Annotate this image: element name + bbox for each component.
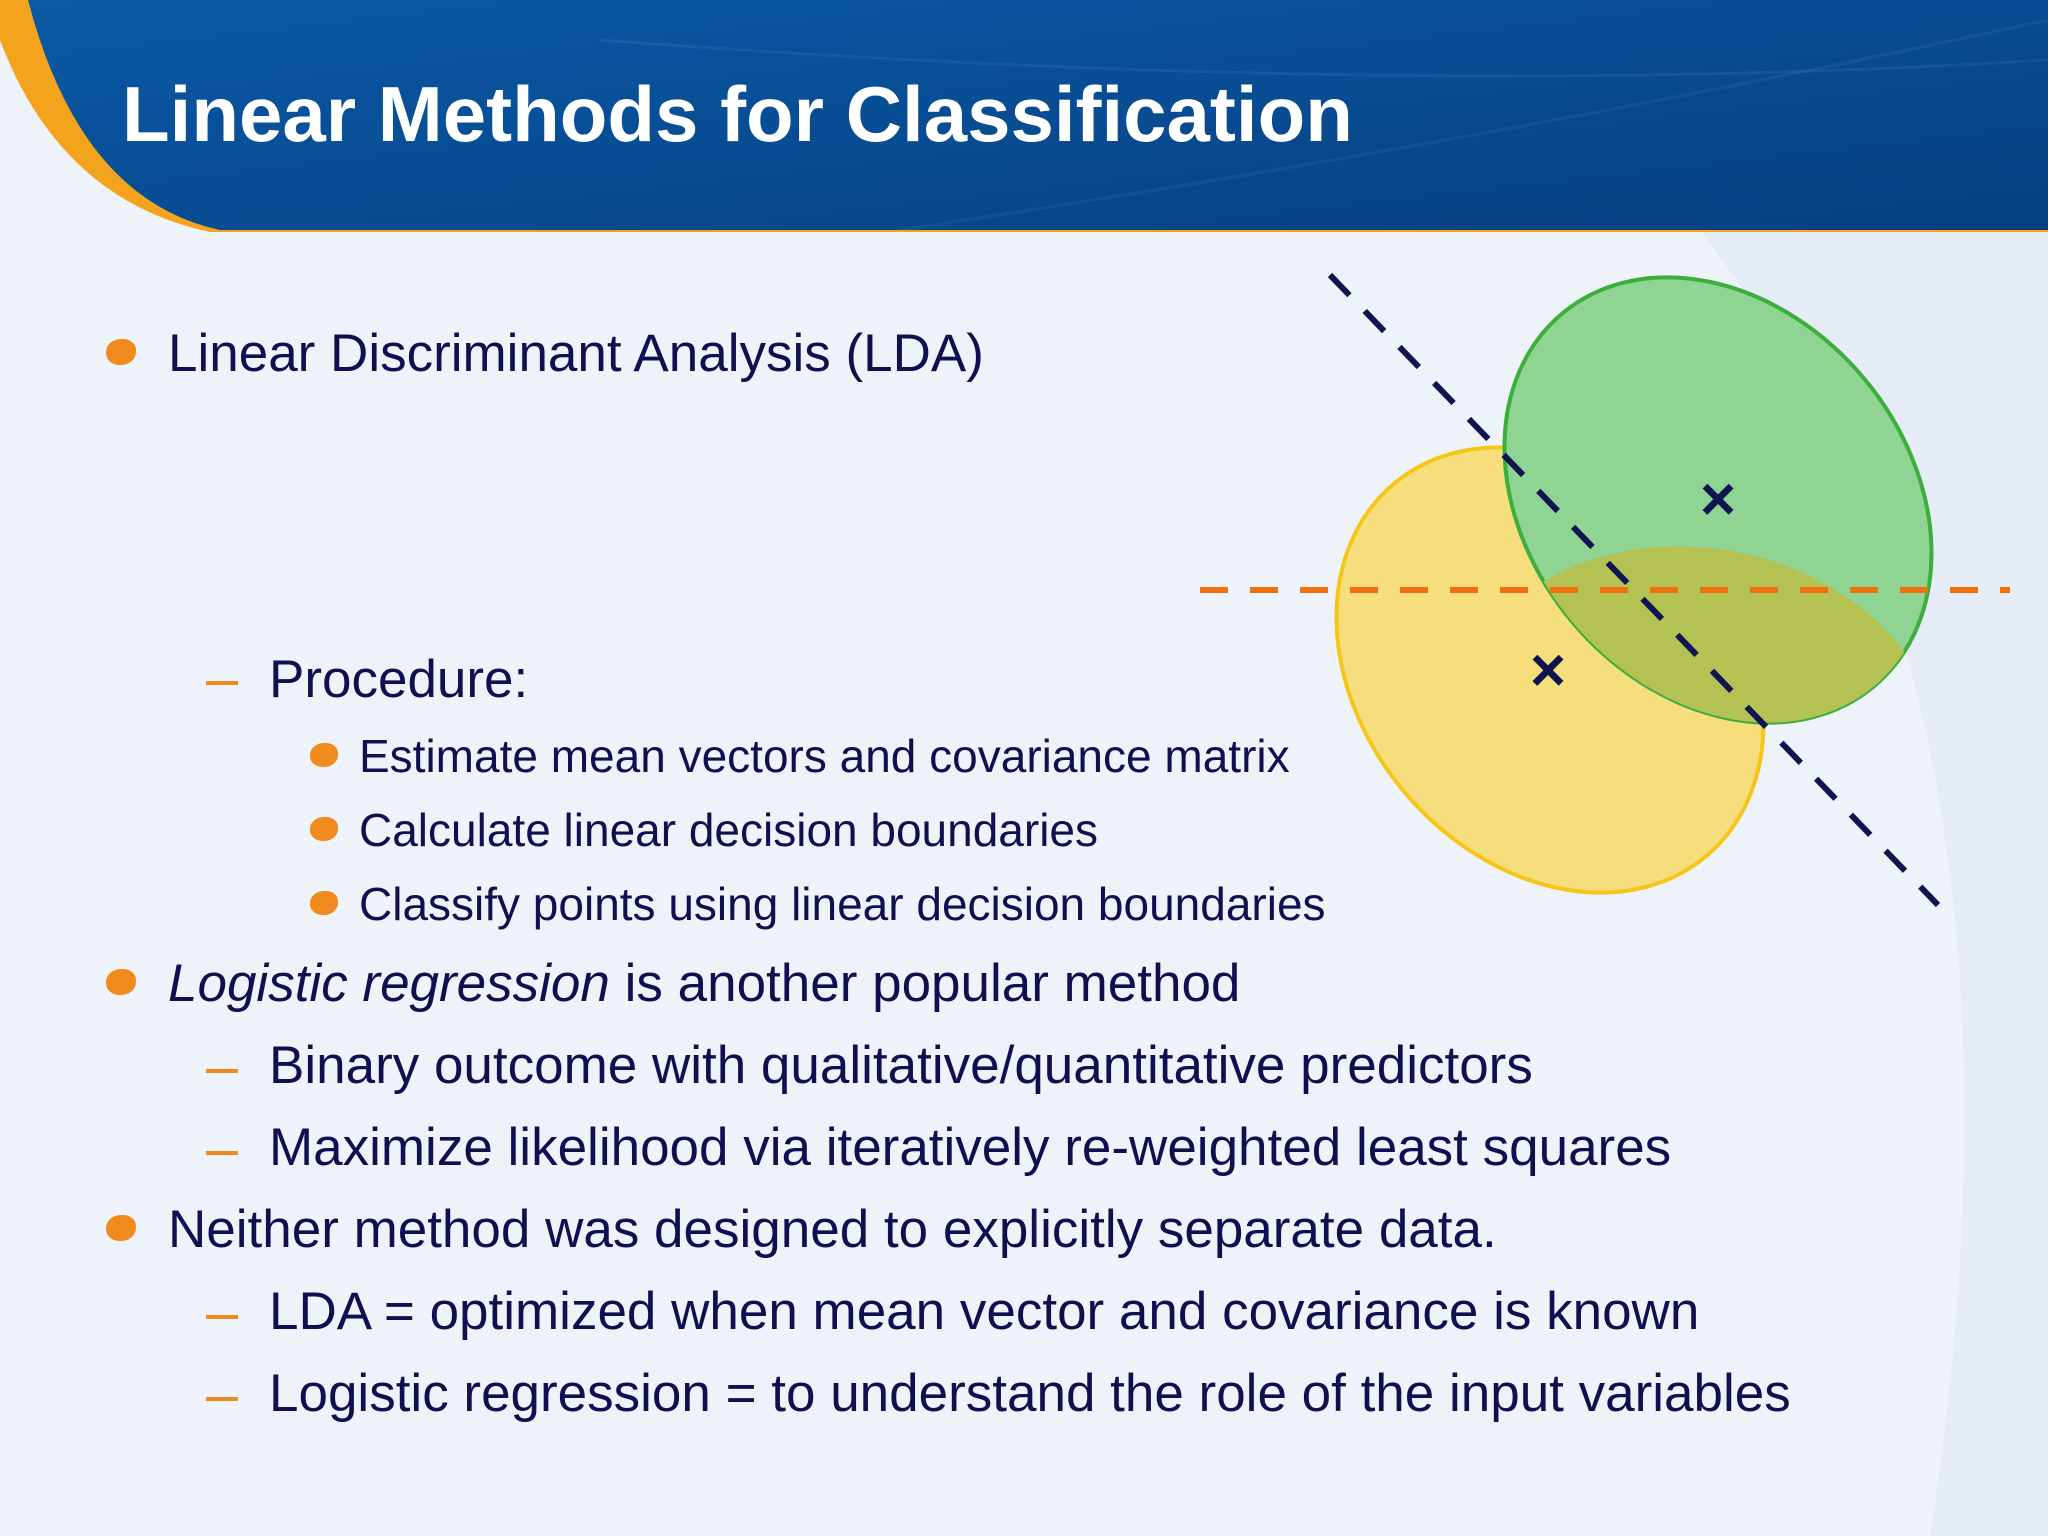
lda-boundary-figure — [1180, 260, 2030, 920]
sub-procedure: Procedure: — [269, 650, 529, 709]
sub-logistic: Logistic regression = to understand the role of the input variables — [269, 1364, 1791, 1423]
dash-marker — [206, 1151, 238, 1155]
logistic-emphasis: Logistic regression — [168, 954, 610, 1013]
dash-marker — [206, 1315, 238, 1319]
logistic-rest: is another popular method — [609, 954, 1241, 1013]
sub-binary: Binary outcome with qualitative/quantitative predictors — [269, 1036, 1533, 1095]
sub-maximize: Maximize likelihood via iteratively re-weighted least squares — [269, 1118, 1672, 1177]
bullet-marker — [106, 969, 136, 995]
bullet-marker — [310, 743, 338, 767]
slide-title: Linear Methods for Classification — [122, 70, 1353, 158]
dash-marker — [206, 681, 238, 685]
bullet-marker — [106, 339, 136, 365]
dash-marker — [206, 1397, 238, 1401]
step-estimate: Estimate mean vectors and covariance matrix — [359, 730, 1290, 782]
step-classify: Classify points using linear decision boundaries — [359, 878, 1326, 930]
dash-marker — [206, 1069, 238, 1073]
sub-lda: LDA = optimized when mean vector and covariance is known — [269, 1282, 1700, 1341]
bullet-lda: Linear Discriminant Analysis (LDA) — [168, 324, 984, 383]
bullet-marker — [106, 1215, 136, 1241]
bullet-marker — [310, 891, 338, 915]
class-a-mean-marker: × — [1529, 636, 1567, 705]
step-calculate: Calculate linear decision boundaries — [359, 804, 1099, 856]
class-b-mean-marker: × — [1699, 465, 1737, 534]
bullet-marker — [310, 817, 338, 841]
bullet-logistic — [168, 952, 1240, 1016]
bullet-neither: Neither method was designed to explicitly separate data. — [168, 1200, 1497, 1259]
